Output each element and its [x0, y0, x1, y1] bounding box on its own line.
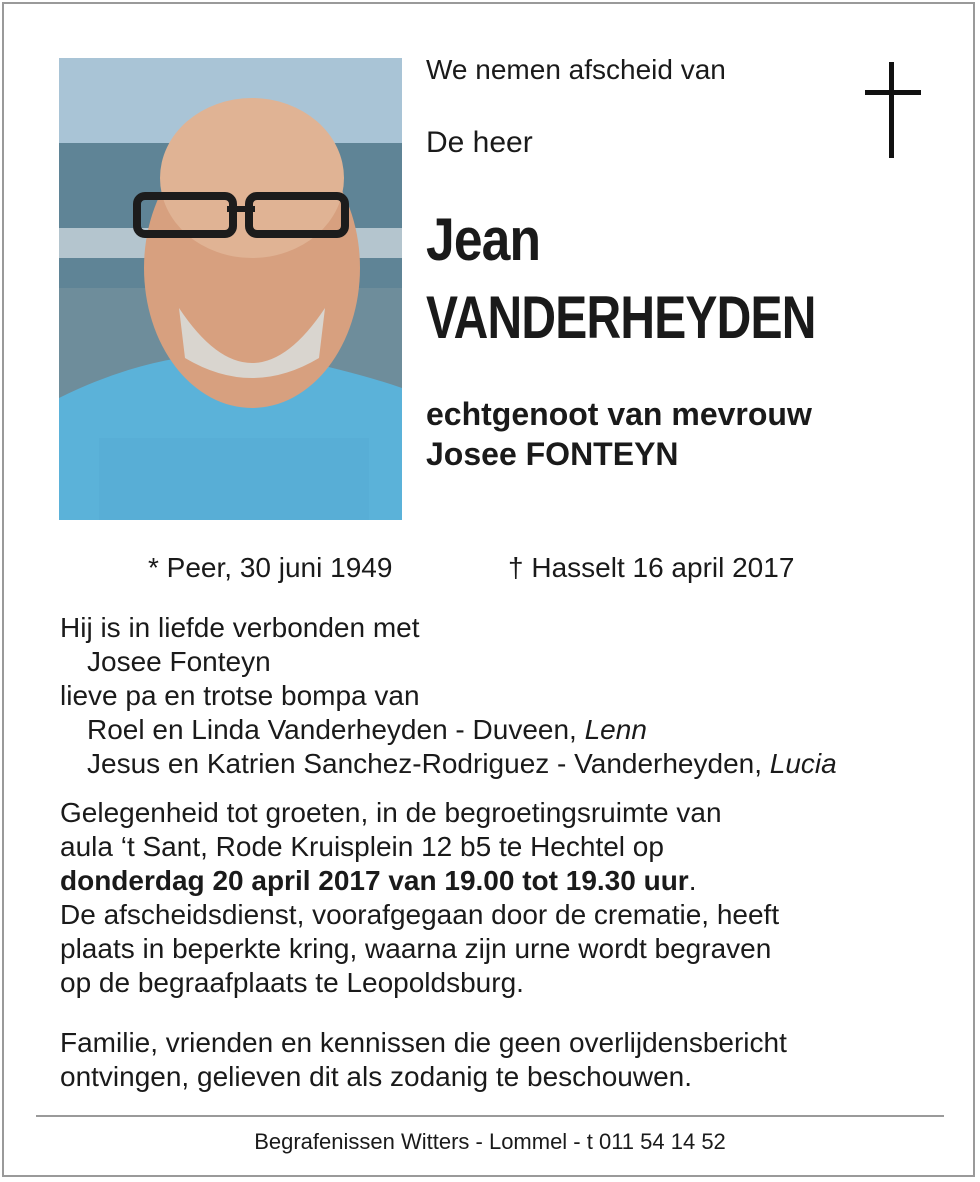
visitation-line-1: Gelegenheid tot groeten, in de begroetingsruimte van [60, 797, 722, 828]
last-name: VANDERHEYDEN [426, 284, 816, 351]
body-text [60, 611, 837, 1094]
grandchild-1: Lenn [584, 714, 647, 745]
child-2-names: Jesus en Katrien Sanchez-Rodriguez - Vanderheyden, [87, 748, 770, 779]
visitation-when: donderdag 20 april 2017 van 19.00 tot 19.30 uur [60, 865, 689, 896]
first-name: Jean [426, 206, 541, 273]
family-child-1 [60, 713, 837, 747]
notice-line-1: Familie, vrienden en kennissen die geen overlijdensbericht [60, 1027, 787, 1058]
spouse-line-2: Josee FONTEYN [426, 436, 679, 472]
intro-text: We nemen afscheid van [426, 54, 726, 85]
footer-divider [36, 1115, 944, 1117]
birth-date: * Peer, 30 juni 1949 [148, 552, 393, 583]
family-child-2 [60, 747, 837, 781]
grandchild-2: Lucia [769, 748, 837, 779]
spouse-line-1: echtgenoot van mevrouw [426, 396, 812, 432]
family-line-2: lieve pa en trotse bompa van [60, 680, 420, 711]
visitation-line-4: plaats in beperkte kring, waarna zijn urne wordt begraven [60, 933, 772, 964]
portrait-photo [59, 58, 402, 520]
family-spouse: Josee Fonteyn [87, 646, 271, 677]
visitation-when-line [60, 864, 837, 898]
visitation-line-3: De afscheidsdienst, voorafgegaan door de crematie, heeft [60, 899, 780, 930]
notice-line-2: ontvingen, gelieven dit als zodanig te beschouwen. [60, 1061, 692, 1092]
visitation-line-2: aula ‘t Sant, Rode Kruisplein 12 b5 te Hechtel op [60, 831, 664, 862]
footer-text: Begrafenissen Witters - Lommel - t 011 54 14 52 [254, 1129, 726, 1154]
visitation-line-5: op de begraafplaats te Leopoldsburg. [60, 967, 524, 998]
child-1-names: Roel en Linda Vanderheyden - Duveen, [87, 714, 585, 745]
death-date: † Hasselt 16 april 2017 [508, 552, 795, 583]
honorific: De heer [426, 126, 533, 159]
cross-icon [862, 62, 924, 160]
visitation-when-end: . [688, 865, 697, 896]
family-line-1: Hij is in liefde verbonden met [60, 612, 420, 643]
